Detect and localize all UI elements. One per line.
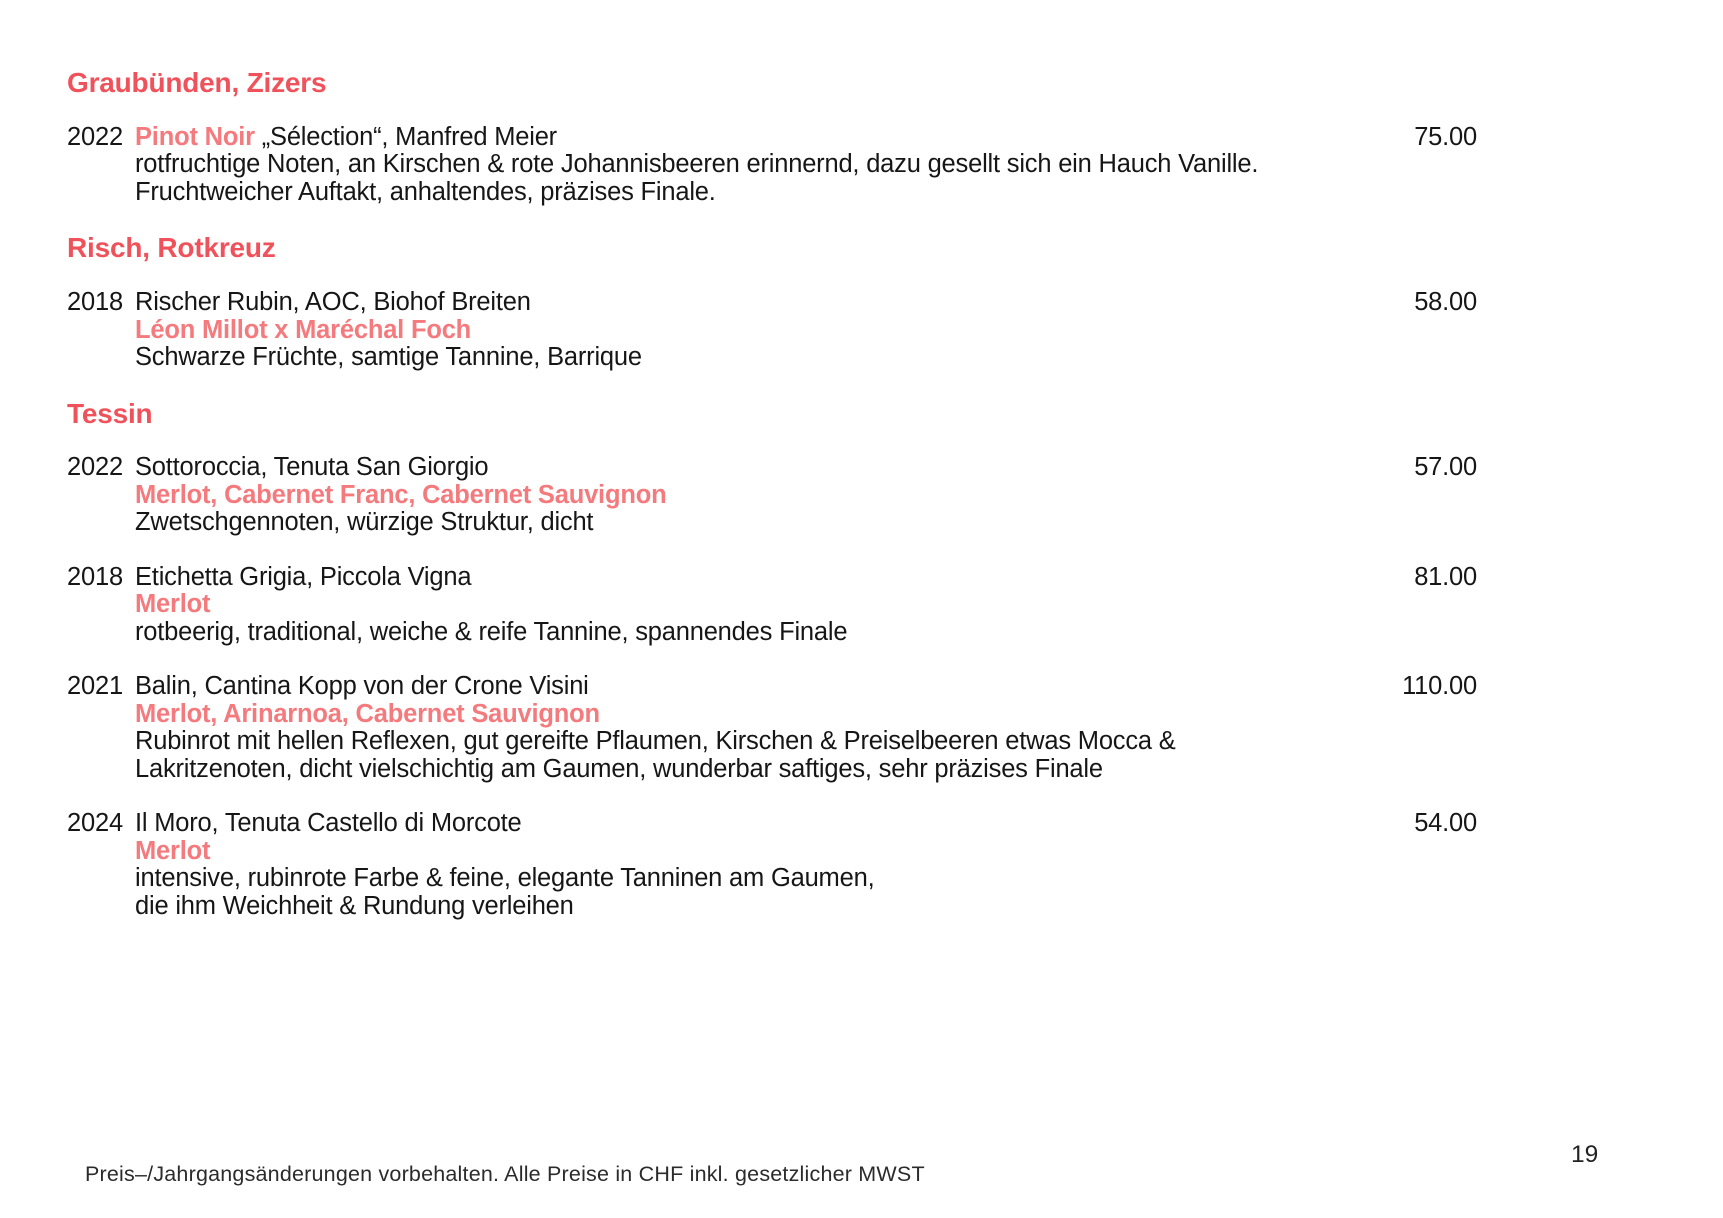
section-title: Risch, Rotkreuz [67, 232, 276, 264]
description-line: rotfruchtige Noten, an Kirschen & rote Johannisbeeren erinnernd, dazu gesellt sich ein Hauch Vanille. [135, 150, 1259, 179]
description-line: Fruchtweicher Auftakt, anhaltendes, präzises Finale. [135, 177, 716, 206]
wine-section [67, 233, 1477, 371]
description-line: intensive, rubinrote Farbe & feine, elegante Tanninen am Gaumen, [135, 864, 875, 893]
wine-description [135, 865, 1390, 920]
wine-name: Rischer Rubin, AOC, Biohof Breiten [135, 288, 531, 317]
wine-name: Balin, Cantina Kopp von der Crone Visini [135, 672, 589, 701]
wine-year: 2021 [67, 672, 123, 701]
wine-grapes: Léon Millot x Maréchal Foch [135, 315, 472, 344]
grape-accent: Pinot Noir [135, 122, 255, 151]
wine-description [135, 509, 1390, 537]
wine-name: Pinot Noir „Sélection“, Manfred Meier [135, 122, 557, 151]
wine-section [67, 68, 1477, 206]
wine-year: 2022 [67, 122, 123, 151]
wine-entry [67, 289, 1477, 372]
wine-year: 2018 [67, 288, 123, 317]
wine-description [135, 151, 1390, 206]
wine-price: 58.00 [1414, 288, 1477, 317]
wine-details [135, 124, 1390, 207]
wine-entry [67, 124, 1477, 207]
page-number: 19 [1571, 1141, 1599, 1168]
wine-details [135, 810, 1390, 920]
wine-entry [67, 673, 1477, 783]
description-line: Lakritzenoten, dicht vielschichtig am Gaumen, wunderbar saftiges, sehr präzises Finale [135, 754, 1103, 783]
wine-name: Il Moro, Tenuta Castello di Morcote [135, 809, 522, 838]
wine-details [135, 289, 1390, 372]
wine-year: 2024 [67, 809, 123, 838]
wine-entry [67, 810, 1477, 920]
description-line: die ihm Weichheit & Rundung verleihen [135, 891, 574, 920]
wine-details [135, 673, 1378, 783]
description-line: rotbeerig, traditional, weiche & reife Tannine, spannendes Finale [135, 617, 848, 646]
wine-description [135, 619, 1390, 647]
wine-grapes: Merlot [135, 836, 211, 865]
wine-entry [67, 454, 1477, 537]
wine-price: 54.00 [1414, 809, 1477, 838]
wine-description [135, 728, 1378, 783]
wine-details [135, 564, 1390, 647]
section-title: Graubünden, Zizers [67, 67, 327, 98]
wine-price: 75.00 [1414, 122, 1477, 151]
wine-price: 81.00 [1414, 562, 1477, 591]
section-title: Tessin [67, 397, 153, 429]
wine-description [135, 344, 1390, 372]
wine-details [135, 454, 1390, 537]
wine-name: Etichetta Grigia, Piccola Vigna [135, 562, 472, 591]
description-line: Rubinrot mit hellen Reflexen, gut gereifte Pflaumen, Kirschen & Preiselbeeren etwas Mocca & [135, 727, 1176, 756]
wine-year: 2018 [67, 562, 123, 591]
wine-grapes: Merlot, Cabernet Franc, Cabernet Sauvignon [135, 480, 667, 509]
wine-name: Sottoroccia, Tenuta San Giorgio [135, 453, 489, 482]
wine-entry [67, 564, 1477, 647]
wine-year: 2022 [67, 453, 123, 482]
wine-price: 57.00 [1414, 453, 1477, 482]
footer-note: Preis–/Jahrgangsänderungen vorbehalten. Alle Preise in CHF inkl. gesetzlicher MWST [85, 1162, 925, 1186]
wine-grapes: Merlot [135, 590, 211, 619]
wine-price: 110.00 [1402, 672, 1477, 701]
wine-section [67, 399, 1477, 921]
wine-grapes: Merlot, Arinarnoa, Cabernet Sauvignon [135, 699, 600, 728]
description-line: Zwetschgennoten, würzige Struktur, dicht [135, 508, 594, 537]
description-line: Schwarze Früchte, samtige Tannine, Barrique [135, 343, 642, 372]
